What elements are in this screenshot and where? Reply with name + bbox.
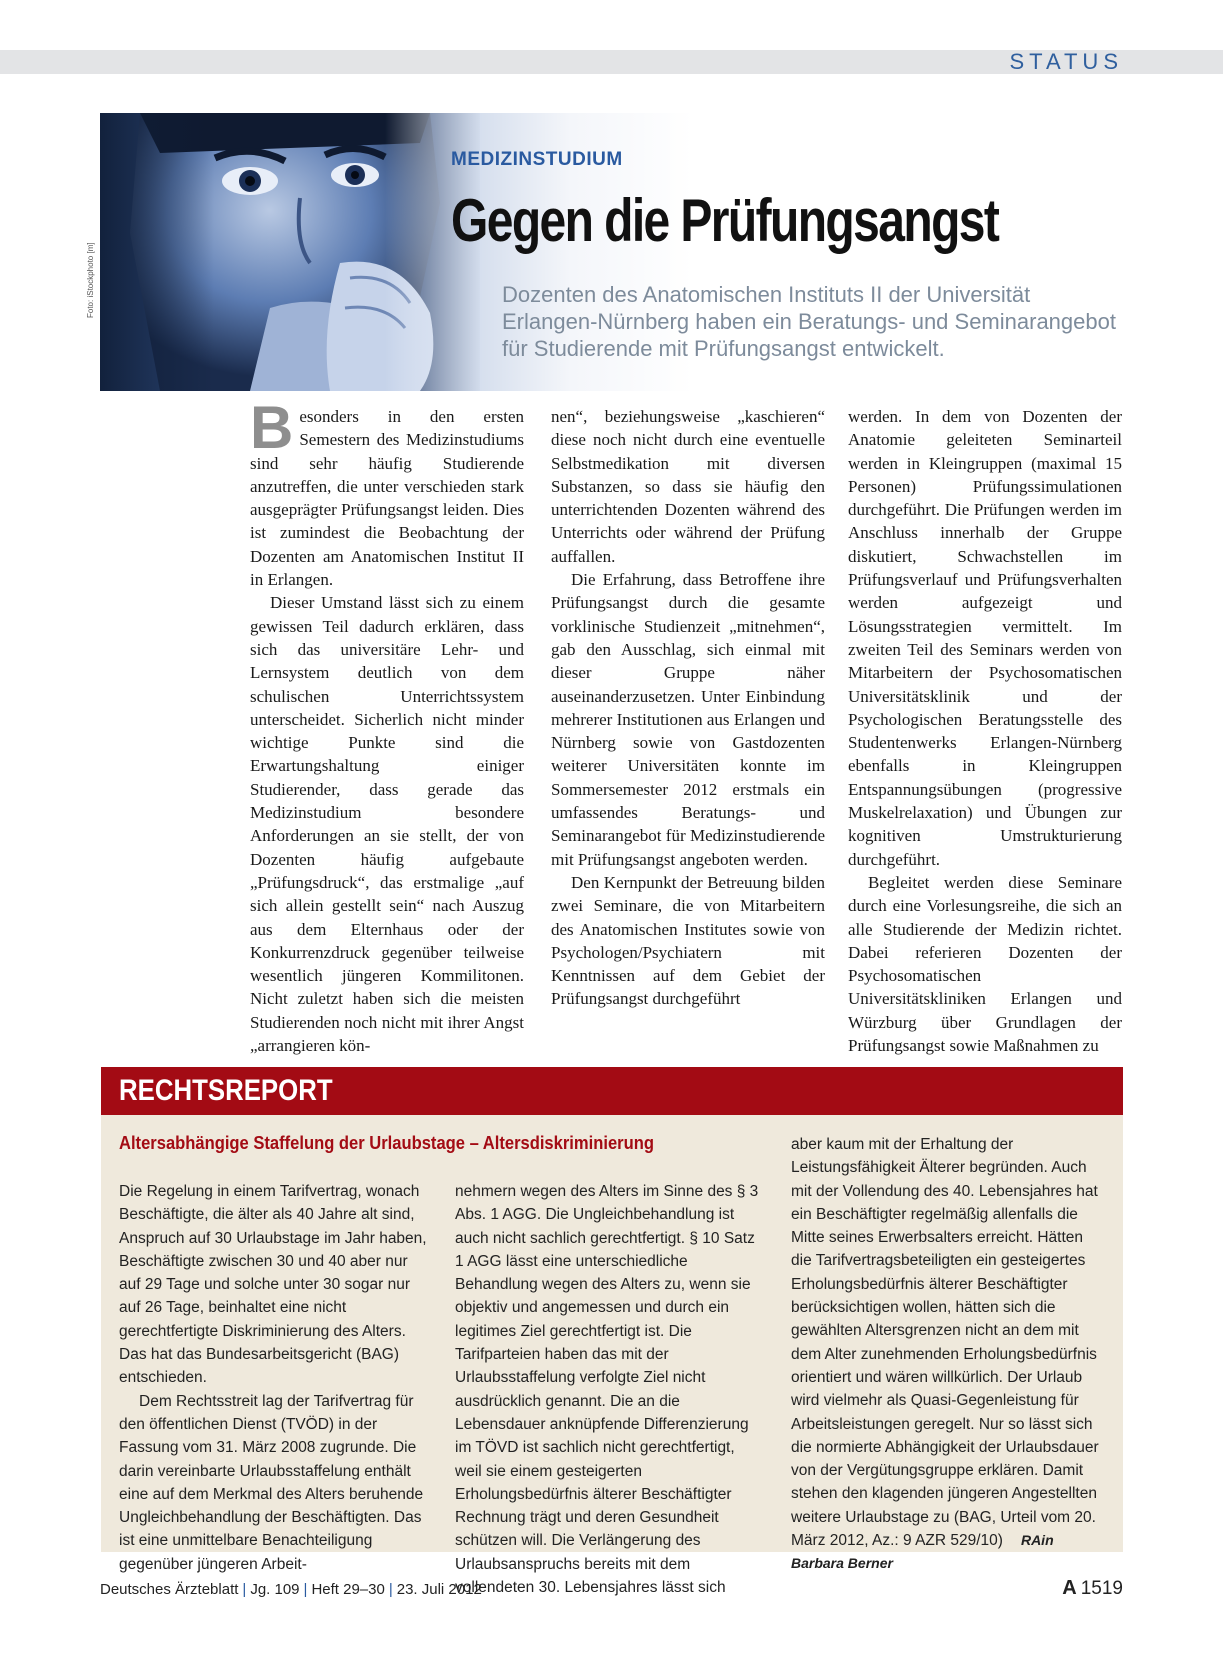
paragraph-text: esonders in den ersten Semestern des Medizinstudiums sind sehr häufig Studierende anzutreffen, die unter verschieden stark ausgeprägter Prüfungsangst leiden. Dies ist zumindest die Beobachtung der Dozenten am Anatomischen Institut II in Erlangen. [250,407,524,590]
issue-date: 23. Juli 2012 [396,1581,482,1598]
article-column-3 [848,405,1122,1057]
photo-credit: Foto: iStockphoto [m] [86,242,95,318]
anxious-man-photo [100,113,480,391]
article-paragraph: Dieser Umstand lässt sich zu einem gewissen Teil dadurch erklären, dass sich das universitäre Lehr- und Lernsystem deutlich von dem schulischen Unterrichtssystem unterscheidet. Sicherlich nicht minder wichtige Punkte sind die Erwartungshaltung einiger Studierender, dass gerade das Medizinstudium besondere Anforderungen an sie stellt, der von Dozenten häufig aufgebaute „Prüfungsdruck“, das erstmalige „auf sich allein gestellt sein“ nach Auszug aus dem Elternhaus oder der Konkurrenzdruck gegenüber teilweise wesentlich jüngeren Kommilitonen. Nicht zuletzt haben sich die meisten Studierenden noch nicht mit ihrer Angst „arrangieren kön- [250,593,524,1056]
drop-cap: B [250,394,294,461]
footer-separator: | [303,1581,308,1598]
article-column-2 [551,405,825,1011]
footer-separator: | [242,1581,247,1598]
article-headline: Gegen die Prüfungsangst [451,187,999,254]
article-lead: Dozenten des Anatomischen Instituts II der Universität Erlangen-Nürnberg haben ein Beratungs- und Seminarangebot für Studierende mit Prüfungsangst entwickelt. [502,282,1116,361]
rechtsreport-paragraph [791,1133,1099,1576]
article-paragraph: Den Kernpunkt der Betreuung bilden zwei Seminare, die von Mitarbeitern des Anatomischen Institutes sowie von Psychologen/Psychiatern mit Kenntnissen auf dem Gebiet der Prüfungsangst durchgeführt [551,872,825,1009]
rechtsreport-author: RAin Barbara Berner [791,1532,1054,1572]
article-paragraph: Die Erfahrung, dass Betroffene ihre Prüfungsangst durch die gesamte vorklinische Studienzeit „mitnehmen“, gab den Ausschlag, sich einmal mit dieser Gruppe näher auseinanderzusetzen. Unter Einbindung mehrerer Institutionen aus Erlangen und Nürnberg sowie von Gastdozenten weiterer Universitäten konnte im Sommersemester 2012 erstmals ein umfassendes Beratungs- und Seminarangebot für Medizinstudierende mit Prüfungsangst angeboten werden. [551,570,825,869]
page-prefix: A [1062,1577,1077,1599]
article-paragraph: werden. In dem von Dozenten der Anatomie geleiteten Seminarteil werden in Kleingruppen (maximal 15 Personen) Prüfungssimulationen durchgeführt. Die Prüfungen werden im Anschluss innerhalb der Gruppe diskutiert, Schwachstellen im Prüfungsverlauf und Prüfungsverhalten werden aufgezeigt und Lösungsstrategien vermittelt. Im zweiten Teil des Seminars werden von Mitarbeitern der Psychosomatischen Universitätsklinik und der Psychologischen Beratungsstelle des Studentenwerks Erlangen-Nürnberg ebenfalls in Kleingruppen Entspannungsübungen (progressive Muskelrelaxation) und Übungen zur kognitiven Umstrukturierung durchgeführt. [848,407,1122,869]
paragraph-text: aber kaum mit der Erhaltung der Leistungsfähigkeit Älterer begründen. Auch mit der Vollendung des 40. Lebensjahres hat ein Beschäftigter regelmäßig allenfalls die Mitte seines Erwerbsalters erreicht. Hätten die Tarifvertragsbeteiligten ein gesteigertes Erholungsbedürfnis älterer Beschäftigter berücksichtigen wollen, hätten sich die gewählten Altersgrenzen nicht an dem mit dem Alter zunehmenden Erholungsbedürfnis orientiert und wären willkürlich. Der Urlaub wird vielmehr als Quasi-Gegenleistung für Arbeitsleistungen geregelt. Nur so lässt sich die normierte Abhängigkeit der Urlaubsdauer von der Vergütungsgruppe erklären. Damit stehen den klagenden jüngeren Angestellten weitere Urlaubstage zu (BAG, Urteil vom 20. März 2012, Az.: 9 AZR 529/10) [791,1136,1099,1550]
rechtsreport-column-2 [455,1180,763,1599]
rechtsreport-paragraph: Die Regelung in einem Tarifvertrag, wonach Beschäftigte, die älter als 40 Jahre alt sind, Anspruch auf 30 Urlaubstage im Jahr haben, Beschäftigte zwischen 30 und 40 aber nur auf 29 Tage und solche unter 30 sogar nur auf 26 Tage, beinhaltet eine nicht gerechtfertigte Diskriminierung des Alters. Das hat das Bundesarbeitsgericht (BAG) entschieden. [119,1183,427,1387]
journal-issue: Heft 29–30 [311,1581,385,1598]
rechtsreport-paragraph: nehmern wegen des Alters im Sinne des § 3 Abs. 1 AGG. Die Ungleichbehandlung ist auch nicht sachlich gerechtfertigt. § 10 Satz 1 AGG lässt eine unterschiedliche Behandlung wegen des Alters zu, wenn sie objektiv und angemessen und durch ein legitimes Ziel gerechtfertigt ist. Die Tarifparteien haben das mit der Urlaubsstaffelung verfolgte Ziel nicht ausdrücklich genannt. Die an die Lebensdauer anknüpfende Differenzierung im TÖVD ist sachlich nicht gerechtfertigt, weil sie einem gesteigerten Erholungsbedürfnis älterer Beschäftigter Rechnung trägt und deren Gesundheit schützen will. Die Verlängerung des Urlaubsanspruchs bereits mit dem vollendeten 30. Lebensjahres lässt sich [455,1183,759,1597]
journal-volume: Jg. 109 [250,1581,300,1598]
rechtsreport-paragraph: Dem Rechtsstreit lag der Tarifvertrag für den öffentlichen Dienst (TVÖD) in der Fassung vom 31. März 2008 zugrunde. Die darin vereinbarte Urlaubsstaffelung enthält eine auf dem Merkmal des Alters beruhende Ungleichbehandlung der Beschäftigten. Das ist eine unmittelbare Benachteiligung gegenüber jüngeren Arbeit- [119,1392,424,1573]
page-number-value: 1519 [1080,1578,1123,1599]
section-label: STATUS [1009,49,1123,74]
article-paragraph: nen“, beziehungsweise „kaschieren“ diese noch nicht durch eine eventuelle Selbstmedikation mit diversen Substanzen, so dass sie häufig den unterrichtenden Dozenten während des Unterrichts oder während der Prüfung auffallen. [551,407,825,566]
article-paragraph [250,394,524,591]
page-footer [100,1578,482,1602]
article-column-1 [250,394,524,1057]
footer-separator: | [388,1581,393,1598]
article-kicker: MEDIZINSTUDIUM [451,149,623,170]
article-paragraph: Begleitet werden diese Seminare durch eine Vorlesungsreihe, die sich an alle Studierende der Medizin richtet. Dabei referieren Dozenten der Psychosomatischen Universitätskliniken Erlangen und Würzburg über Grundlagen der Prüfungsangst sowie Maßnahmen zu [848,872,1122,1056]
rechtsreport-column-1 [119,1180,427,1576]
rechtsreport-subtitle: Altersabhängige Staffelung der Urlaubstage – Altersdiskriminierung [119,1133,654,1153]
page-number [1062,1574,1123,1602]
rechtsreport-title: RECHTSREPORT [119,1074,333,1107]
journal-name: Deutsches Ärzteblatt [100,1581,239,1598]
rechtsreport-column-3 [791,1133,1099,1576]
